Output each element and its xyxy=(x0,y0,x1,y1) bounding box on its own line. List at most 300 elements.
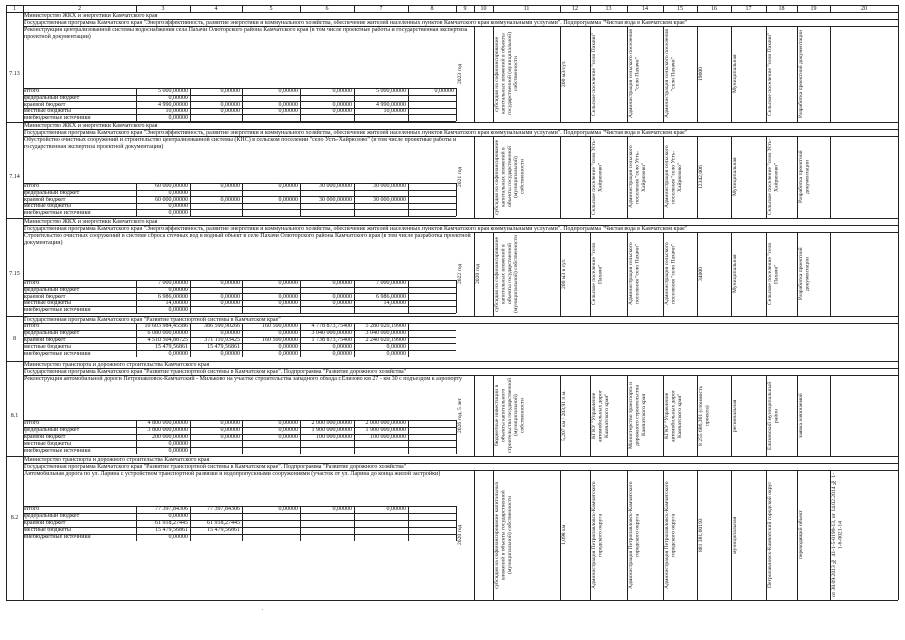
vertical-cell: субсидия на софинансирование капитальных вложений в объекты государственной (муниципальной) собственности xyxy=(494,32,520,116)
vertical-cell: Администрация сельского поселения "село Пахачи" xyxy=(664,29,677,119)
vertical-cell: субсидия на софинансирование капитальных вложений в объекты государственной (муниципальной) собственности xyxy=(494,234,520,314)
vertical-cell: Сельское поселение "село Усть-Хайрюзово" xyxy=(591,138,604,216)
row-number: 8 xyxy=(13,335,16,342)
amount-cell: 0,00000 xyxy=(220,293,240,300)
amount-cell: 60 000,00000 xyxy=(155,196,188,203)
amount-cell: 0,00000 xyxy=(386,350,406,357)
amount-cell: 14,00000 xyxy=(165,300,188,307)
vertical-cell: 2020 год xyxy=(457,524,463,546)
amount-cell: 386 590,90266 xyxy=(204,323,240,330)
column-number: 9 xyxy=(463,5,467,12)
vertical-cell: Муниципальная xyxy=(732,254,738,294)
amount-cell: 0,00000 xyxy=(220,280,240,287)
amount-cell: 4 800 000,00000 xyxy=(147,420,188,427)
vertical-cell: Администрация Петропавловск-Камчатского городского округа xyxy=(591,481,604,589)
column-header-divider xyxy=(300,5,301,12)
vertical-cell: 34000 xyxy=(698,267,704,281)
amount-cell: 77 397,84306 xyxy=(207,506,240,513)
column-number: 13 xyxy=(605,5,612,12)
amount-cell: 0,00000 xyxy=(168,534,188,541)
column-header-divider xyxy=(23,5,24,12)
money-column-line xyxy=(190,420,191,454)
column-number: 19 xyxy=(810,5,817,12)
ministry-line: Министерство ЖКХ и энергетики Камчатского края xyxy=(24,12,158,19)
amount-cell: 0,00000 xyxy=(332,108,352,115)
money-column-line xyxy=(190,280,191,313)
money-column-line xyxy=(136,506,137,541)
amount-cell: 160 500,00000 xyxy=(262,323,298,330)
amount-cell: 61 918,27445 xyxy=(155,520,188,527)
money-column-line xyxy=(300,88,301,121)
amount-cell: 4 990,00000 xyxy=(158,101,188,108)
amount-cell: 0,00000 xyxy=(278,300,298,307)
amount-cell: 100 000,00000 xyxy=(316,433,352,440)
column-number: 18 xyxy=(778,5,785,12)
money-column-line xyxy=(136,183,137,216)
amount-cell: 0,00000 xyxy=(168,306,188,313)
amount-cell: 0,00000 xyxy=(332,280,352,287)
amount-cell: 0,00000 xyxy=(220,108,240,115)
money-column-line xyxy=(300,506,301,541)
column-number: 7 xyxy=(379,5,383,12)
amount-cell: 0,00000 xyxy=(220,101,240,108)
object-name: Реконструкция автомобильной дороги Петропавловск-Камчатский - Мильково на участке строительства западного обхода г.Елизово км 27 - км 30 с подъездом к аэропорту xyxy=(24,375,463,382)
vertical-cell: Администрация сельского поселения "село Усть-Хайрюзово" xyxy=(628,145,647,209)
column-number: 15 xyxy=(677,5,683,12)
column-header-divider xyxy=(697,5,698,12)
funding-source-label: краевой бюджет xyxy=(24,336,66,343)
amount-cell: 0,00000 xyxy=(332,101,352,108)
vertical-cell: 1,098 км xyxy=(561,524,567,546)
amount-cell: 10,00000 xyxy=(383,108,406,115)
amount-cell: 0,00000 xyxy=(168,114,188,121)
money-column-line xyxy=(136,88,137,121)
money-column-line xyxy=(408,323,409,357)
amount-cell: 0,00000 xyxy=(220,183,240,190)
program-line: Государственная программа Камчатского края "Развитие транспортной системы в Камчатском крае". Подпрограмма "Развитие дорожного хозяйства" xyxy=(24,463,407,470)
vertical-cell: Разработка проектной документации xyxy=(798,247,811,301)
ministry-line: Министерство ЖКХ и энергетики Камчатского края xyxy=(24,218,158,225)
amount-cell: 0,00000 xyxy=(278,196,298,203)
money-row-line xyxy=(23,216,456,217)
amount-cell: 0,00000 xyxy=(278,101,298,108)
amount-cell: 10 603 984,45586 xyxy=(144,323,188,330)
money-column-line xyxy=(354,88,355,121)
money-column-line xyxy=(190,506,191,541)
amount-cell: 0,00000 xyxy=(168,440,188,447)
amount-cell: 0,00000 xyxy=(278,330,298,337)
column-header-divider xyxy=(560,5,561,12)
amount-cell: 3 800 000,00000 xyxy=(147,427,188,434)
amount-cell: 6 986,00000 xyxy=(158,293,188,300)
id-column-line xyxy=(23,12,24,122)
vertical-cell: КГКУ "Управление автомобильных дорог Камчатского края" xyxy=(591,389,610,442)
column-header-divider xyxy=(190,5,191,12)
amount-cell: 0,00000 xyxy=(220,420,240,427)
funding-source-label: внебюджетные источники xyxy=(24,306,91,313)
amount-cell: 5 000,00000 xyxy=(158,88,188,95)
column-number: 2 xyxy=(78,5,81,12)
column-line xyxy=(898,26,899,122)
funding-source-label: местные бюджеты xyxy=(24,440,71,447)
money-column-line xyxy=(242,420,243,454)
amount-cell: 2 240 020,19900 xyxy=(365,336,406,343)
vertical-cell: Администрация сельского поселения "село Пахачи" xyxy=(628,29,641,119)
vertical-cell: 200 м3 в сут. xyxy=(561,258,567,290)
column-line xyxy=(830,375,831,456)
amount-cell: 0,00000 xyxy=(332,88,352,95)
amount-cell: 0,00000 xyxy=(168,350,188,357)
program-line: Государственная программа Камчатского края "Энергоэффективность, развитие энергетики и коммунального хозяйства, обеспечение жителей населенных пунктов Камчатского края коммунальными услугами". Подпрограмма "Чистая вода в Камчатском крае" xyxy=(24,129,688,136)
column-header-divider xyxy=(354,5,355,12)
money-column-line xyxy=(408,506,409,541)
object-name: Строительство очистных сооружений в системе сброса сточных вод в водный объект в селе Пахачи Олюторского района Камчатского края (в том числе разработка проектной документации) xyxy=(24,232,471,246)
vertical-cell: 2023 год xyxy=(457,63,463,85)
funding-source-label: Итого xyxy=(24,420,40,427)
amount-cell: 0,00000 xyxy=(278,293,298,300)
vertical-cell: 881 381,60193 xyxy=(698,518,704,552)
amount-cell: 0,00000 xyxy=(168,94,188,101)
amount-cell: 30 000,00000 xyxy=(373,183,406,190)
amount-cell: 0,00000 xyxy=(220,196,240,203)
row-number: 7.13 xyxy=(9,71,20,77)
amount-cell: 0,00000 xyxy=(278,343,298,350)
column-header-divider xyxy=(830,5,831,12)
amount-cell: 200 000,00000 xyxy=(152,433,188,440)
funding-source-label: федеральный бюджет xyxy=(24,330,80,337)
funding-source-label: местные бюджеты xyxy=(24,108,71,115)
funding-source-label: федеральный бюджет xyxy=(24,94,80,101)
amount-cell: 0,00000 xyxy=(168,286,188,293)
row-number: 8.1 xyxy=(10,412,19,419)
amount-cell: 0,00000 xyxy=(332,300,352,307)
id-column-line xyxy=(23,456,24,600)
amount-cell: 0,00000 xyxy=(278,183,298,190)
column-line xyxy=(474,26,475,122)
column-header-divider xyxy=(731,5,732,12)
amount-cell: 100 000,00000 xyxy=(370,433,406,440)
vertical-cell: Сельское поселение "село Пахачи" xyxy=(767,242,780,306)
object-name: Реконструкция централизованной системы водоснабжения села Пахачи Олюторского района Камчатского края (в том числе проектные работы и государственная экспертиза проектной документации) xyxy=(24,26,468,40)
amount-cell: 7 000,00000 xyxy=(158,280,188,287)
amount-cell: 0,00000 xyxy=(220,433,240,440)
vertical-cell: 19000 xyxy=(698,67,704,81)
amount-cell: 0,00000 xyxy=(332,506,352,513)
vertical-cell: Петропавловск-Камчатский городской округ xyxy=(767,481,773,589)
amount-cell: 4 510 504,88725 xyxy=(147,336,188,343)
money-column-line xyxy=(300,323,301,357)
money-row-line xyxy=(23,313,456,314)
vertical-cell: Министерство транспорта и дорожного строительства Камчатского края xyxy=(628,381,647,450)
money-column-line xyxy=(190,88,191,121)
column-header-divider xyxy=(242,5,243,12)
money-column-line xyxy=(190,323,191,357)
money-column-line xyxy=(354,183,355,216)
amount-cell: 61 918,27445 xyxy=(207,520,240,527)
funding-source-label: внебюджетные источники xyxy=(24,447,91,454)
column-header-divider xyxy=(797,5,798,12)
funding-source-label: краевой бюджет xyxy=(24,293,66,300)
amount-cell: 0,00000 xyxy=(278,420,298,427)
amount-cell: 0,00000 xyxy=(278,506,298,513)
amount-cell: 0,00000 xyxy=(332,350,352,357)
footer-mark: . xyxy=(262,606,264,612)
vertical-cell: 2026 год, 5 лет xyxy=(457,398,463,433)
column-number: 14 xyxy=(642,5,648,12)
vertical-cell: КГКУ "Управление автомобильных дорог Камчатского края" xyxy=(664,389,683,442)
amount-cell: 0,00000 xyxy=(278,427,298,434)
ministry-line: Министерство ЖКХ и энергетики Камчатского края xyxy=(24,122,158,129)
column-number: 10 xyxy=(480,5,487,12)
vertical-cell: 2021 год xyxy=(457,166,463,188)
vertical-cell: Администрация Петропавловск-Камчатского городского округа xyxy=(628,481,641,589)
row-number: 7.14 xyxy=(9,174,20,180)
column-line xyxy=(830,232,831,316)
money-column-line xyxy=(408,420,409,454)
vertical-cell: Разработка проектной документации xyxy=(798,29,804,119)
vertical-cell: от 30.09.2013 № 41-1-5-0199-13, от 14.02.2014 № 1-1-6-0021-14 xyxy=(831,473,844,597)
column-header-divider xyxy=(474,5,475,12)
money-column-line xyxy=(242,183,243,216)
column-header-divider xyxy=(663,5,664,12)
funding-source-label: федеральный бюджет xyxy=(24,513,80,520)
money-column-line xyxy=(300,183,301,216)
column-number: 20 xyxy=(861,5,867,12)
amount-cell: 14,00000 xyxy=(383,300,406,307)
funding-source-label: краевой бюджет xyxy=(24,196,66,203)
amount-cell: 15 479,56861 xyxy=(207,343,240,350)
funding-source-label: федеральный бюджет xyxy=(24,189,80,196)
vertical-cell: заявка начинаемой xyxy=(798,393,804,438)
funding-source-label: местные бюджеты xyxy=(24,343,71,350)
vertical-cell: 8 255 686,361 (стоимость проекта) xyxy=(698,385,711,446)
amount-cell: 0,00000 xyxy=(332,343,352,350)
amount-cell: 0,00000 xyxy=(168,447,188,454)
funding-source-label: Итого xyxy=(24,506,40,513)
money-column-line xyxy=(354,323,355,357)
vertical-cell: 200 м3/сут. xyxy=(561,60,567,88)
column-number: 1 xyxy=(13,5,16,12)
funding-source-label: краевой бюджет xyxy=(24,101,66,108)
vertical-cell: Администрация Петропавловск-Камчатского городского округа xyxy=(664,481,677,589)
column-header-divider xyxy=(493,5,494,12)
vertical-cell: Елизовский муниципальный район xyxy=(767,381,780,450)
amount-cell: 0,00000 xyxy=(278,350,298,357)
amount-cell: 0,00000 xyxy=(278,433,298,440)
amount-cell: 0,00000 xyxy=(434,88,454,95)
amount-cell: 6 986,00000 xyxy=(376,293,406,300)
column-header-divider xyxy=(627,5,628,12)
vertical-cell: Муниципальная xyxy=(732,157,738,197)
funding-source-label: внебюджетные источники xyxy=(24,114,91,121)
amount-cell: 6 080 000,00000 xyxy=(147,330,188,337)
vertical-cell: Муниципальная xyxy=(732,54,738,94)
id-column-line xyxy=(23,122,24,218)
amount-cell: 1 900 000,00000 xyxy=(311,427,352,434)
column-line xyxy=(898,136,899,218)
amount-cell: 0,00000 xyxy=(332,293,352,300)
column-line xyxy=(560,136,561,218)
money-column-line xyxy=(300,280,301,313)
amount-cell: 0,00000 xyxy=(278,88,298,95)
amount-cell: 0,00000 xyxy=(220,427,240,434)
vertical-cell: Администрация сельского поселения "село Пахачи" xyxy=(628,242,641,306)
object-name: Автомобильная дорога по ул. Ларина с устройством транспортной развязки и водопропускными сооружениями (участок от ул. Ларина до конца жилой застройки) xyxy=(24,470,441,477)
program-line: Государственная программа Камчатского края "Энергоэффективность, развитие энергетики и коммунального хозяйства, обеспечение жителей населенных пунктов Камчатского края коммунальными услугами". Подпрограмма "Чистая вода в Камчатском крае" xyxy=(24,225,688,232)
funding-source-label: местные бюджеты xyxy=(24,300,71,307)
amount-cell: 5 280 020,19900 xyxy=(365,323,406,330)
funding-source-label: краевой бюджет xyxy=(24,520,66,527)
vertical-cell: Администрация сельского поселения "село Пахачи" xyxy=(664,242,677,306)
column-number: 17 xyxy=(745,5,752,12)
money-column-line xyxy=(136,323,137,357)
funding-source-label: внебюджетные источники xyxy=(24,209,91,216)
vertical-cell: 12342,006 xyxy=(698,165,704,189)
column-header-divider xyxy=(136,5,137,12)
amount-cell: 0,00000 xyxy=(386,506,406,513)
column-line xyxy=(830,26,831,122)
amount-cell: 0,00000 xyxy=(278,280,298,287)
column-line xyxy=(898,232,899,316)
column-line xyxy=(898,470,899,600)
table-left-line xyxy=(6,5,7,600)
column-line xyxy=(474,375,475,456)
amount-cell: 4 778 873,75400 xyxy=(311,323,352,330)
id-column-line xyxy=(23,218,24,316)
funding-source-label: Итого xyxy=(24,88,40,95)
money-column-line xyxy=(408,280,409,313)
column-number: 12 xyxy=(572,5,578,12)
vertical-cell: бюджетные инвестиции в объекты капитального строительства государственной (муниципальной) собственности xyxy=(494,377,526,454)
id-column-line xyxy=(23,361,24,456)
funding-source-label: федеральный бюджет xyxy=(24,427,80,434)
amount-cell: 15 479,56861 xyxy=(207,527,240,534)
amount-cell: 3 040 000,00000 xyxy=(311,330,352,337)
funding-source-label: Итого xyxy=(24,280,40,287)
money-column-line xyxy=(300,420,301,454)
vertical-cell: Сельское поселение "село Пахачи" xyxy=(591,32,597,116)
column-number: 4 xyxy=(214,5,218,12)
object-name: Обустройство очистных сооружений и строительство централизованной системы (КНС) в сельском поселении "село Усть-Хайрюзово" (в том числе проектные работы и государственная экспертиза проектной документации) xyxy=(24,136,457,150)
funding-source-label: Итого xyxy=(24,323,40,330)
vertical-cell: субсидия на софинансирование капитальных вложений в объекты государственной (муниципальной) собственности xyxy=(494,139,526,215)
funding-source-label: Итого xyxy=(24,183,40,190)
money-column-line xyxy=(354,420,355,454)
amount-cell: 2 000 000,00000 xyxy=(365,420,406,427)
amount-cell: 1 900 000,00000 xyxy=(365,427,406,434)
vertical-cell: Администрация сельского поселения "село Усть-Хайрюзово" xyxy=(664,145,683,209)
funding-source-label: внебюджетные источники xyxy=(24,534,91,541)
money-column-line xyxy=(408,88,409,121)
column-line xyxy=(898,375,899,456)
funding-source-label: краевой бюджет xyxy=(24,433,66,440)
vertical-cell: 2020 год xyxy=(475,263,481,285)
column-line xyxy=(474,470,475,600)
column-line xyxy=(474,136,475,218)
amount-cell: 0,00000 xyxy=(168,513,188,520)
program-line: Государственная программа Камчатского края "Энергоэффективность, развитие энергетики и коммунального хозяйства, обеспечение жителей населенных пунктов Камчатского края коммунальными услугами". Подпрограмма "Чистая вода в Камчатском крае" xyxy=(24,19,688,26)
money-column-line xyxy=(190,183,191,216)
amount-cell: 0,00000 xyxy=(220,330,240,337)
column-number: 11 xyxy=(523,5,530,12)
column-header-divider xyxy=(408,5,409,12)
column-number: 16 xyxy=(711,5,717,12)
vertical-cell: 2022 год xyxy=(457,263,463,285)
money-column-line xyxy=(354,506,355,541)
amount-cell: 0,00000 xyxy=(168,209,188,216)
column-number: 5 xyxy=(269,5,273,12)
program-line: Государственная программа Камчатского края "Развитие транспортной системы в Камчатском крае" xyxy=(24,316,281,323)
column-header-divider xyxy=(456,5,457,12)
amount-cell: 5 000,00000 xyxy=(376,88,406,95)
amount-cell: 0,00000 xyxy=(386,343,406,350)
funding-source-label: местные бюджеты xyxy=(24,527,71,534)
vertical-cell: Разработка проектной документации xyxy=(798,150,811,204)
amount-cell: 4 990,00000 xyxy=(376,101,406,108)
vertical-cell: Сельское поселение "село Пахачи" xyxy=(767,32,773,116)
amount-cell: 3 040 000,00000 xyxy=(365,330,406,337)
column-number: 3 xyxy=(161,5,165,12)
vertical-cell: переходящий объект xyxy=(798,510,804,560)
money-column-line xyxy=(354,280,355,313)
amount-cell: 30 000,00000 xyxy=(319,196,352,203)
money-column-line xyxy=(136,280,137,313)
vertical-cell: Сельское поселение "село Пахачи" xyxy=(591,242,604,306)
money-column-line xyxy=(408,183,409,216)
amount-cell: 0,00000 xyxy=(220,350,240,357)
amount-cell: 60 000,00000 xyxy=(155,183,188,190)
amount-cell: 10,00000 xyxy=(165,108,188,115)
amount-cell: 1 738 873,75400 xyxy=(311,336,352,343)
money-column-line xyxy=(242,88,243,121)
vertical-cell: субсидия на софинансирование капитальных вложений в объекты государственной (муниципальной) собственности xyxy=(494,481,513,589)
column-line xyxy=(830,136,831,218)
ministry-line: Министерство транспорта и дорожного строительства Камчатского края xyxy=(24,456,210,463)
program-line: Государственная программа Камчатского края "Развитие транспортной системы в Камчатском крае". Подпрограмма "Развитие дорожного хозяйства" xyxy=(24,368,407,375)
funding-source-label: внебюджетные источники xyxy=(24,350,91,357)
column-header-divider xyxy=(590,5,591,12)
amount-cell: 7 000,00000 xyxy=(376,280,406,287)
vertical-cell: 5,207 км / 203,91 п.м. xyxy=(561,390,567,441)
funding-source-label: федеральный бюджет xyxy=(24,286,80,293)
amount-cell: 2 000 000,00000 xyxy=(311,420,352,427)
money-column-line xyxy=(242,506,243,541)
ministry-line: Министерство транспорта и дорожного строительства Камчатского края xyxy=(24,361,210,368)
amount-cell: 77 397,84306 xyxy=(155,506,188,513)
funding-source-label: местные бюджеты xyxy=(24,203,71,210)
id-column-line xyxy=(23,316,24,361)
row-number: 7.15 xyxy=(9,271,20,277)
amount-cell: 15 479,56861 xyxy=(155,527,188,534)
amount-cell: 30 000,00000 xyxy=(373,196,406,203)
vertical-cell: региональная xyxy=(732,399,738,432)
amount-cell: 371 110,93425 xyxy=(204,336,240,343)
money-column-line xyxy=(242,280,243,313)
money-column-line xyxy=(242,323,243,357)
column-number: 6 xyxy=(325,5,329,12)
money-column-line xyxy=(136,420,137,454)
row-number: 8.2 xyxy=(10,515,19,521)
column-number: 8 xyxy=(430,5,434,12)
vertical-cell: Сельское поселение "село Усть-Хайрюзово" xyxy=(767,138,780,216)
amount-cell: 15 479,56861 xyxy=(155,343,188,350)
amount-cell: 0,00000 xyxy=(220,300,240,307)
amount-cell: 0,00000 xyxy=(168,203,188,210)
amount-cell: 30 000,00000 xyxy=(319,183,352,190)
amount-cell: 160 500,00000 xyxy=(262,336,298,343)
amount-cell: 0,00000 xyxy=(168,189,188,196)
amount-cell: 0,00000 xyxy=(220,88,240,95)
